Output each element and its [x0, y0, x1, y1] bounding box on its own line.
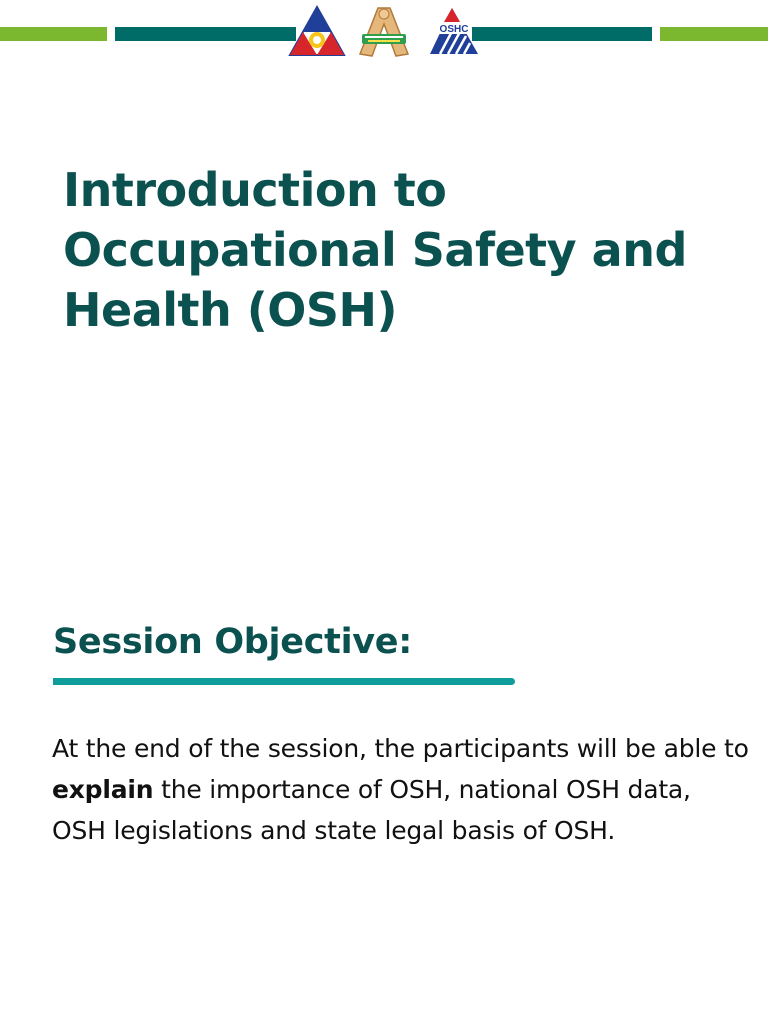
- slide-title: [63, 160, 753, 340]
- vision-logo-icon: [356, 4, 412, 60]
- title-line-2: Occupational Safety and: [63, 223, 687, 277]
- objective-text-before: At the end of the session, the participants will be able to: [52, 734, 749, 763]
- oshc-logo-icon: [426, 4, 482, 58]
- objective-text-after: the importance of OSH, national OSH data, OSH legislations and state legal basis of OSH.: [52, 775, 691, 845]
- dole-logo-icon: [287, 4, 347, 58]
- header-bar-teal-right: [472, 27, 652, 41]
- header-bar-green-left: [0, 27, 107, 41]
- session-objective-heading: Session Objective:: [53, 622, 412, 662]
- oshc-logo-text: OSHC: [439, 24, 469, 35]
- header-bar-green-right: [660, 27, 768, 41]
- title-line-3: Health (OSH): [63, 283, 398, 337]
- objective-emphasis: explain: [52, 775, 154, 804]
- heading-underline: [53, 678, 515, 685]
- session-objective-text: [52, 728, 752, 851]
- header-bar-teal-left: [115, 27, 296, 41]
- title-line-1: Introduction to: [63, 163, 447, 217]
